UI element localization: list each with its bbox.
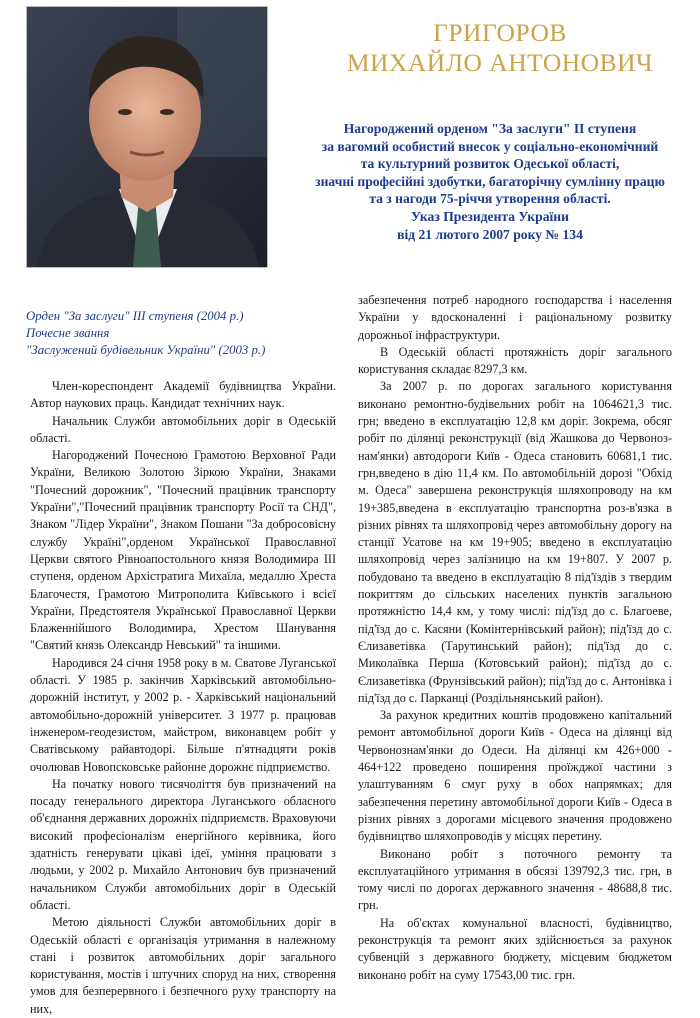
decree-line: Указ Президента України [411,208,569,224]
award-line: значні професійні здобутки, багаторічну сумлінну працю [315,173,665,189]
paragraph: Член-кореспондент Академії будівництва України. Автор наукових праць. Кандидат технічних наук. [30,379,336,411]
decree-date-line: від 21 лютого 2007 року № 134 [397,226,583,242]
paragraph: Нагороджений Почесною Грамотою Верховної Ради України, Великою Золотою Зіркою України, Знаками "Почесний дорожник", "Почесний працівник транспорту України","Почесний працівник транспорту Росії та СНД", Знаком "Лідер України", Знаком Пошани "За добросовісну службу Україні",орденом Української Православної Церкви святого Рівноапостольного князя Володимира III ступеня, орденом Архістратига Михаїла, медаллю Хреста Благочестя, Грамотою Митрополита Київського і всієї України, Предстоятеля Української Православної Церкви Блаженнійшого Володимира, Хрестом Шанування "Святий князь Олександр Невський" та іншими. [30,448,336,653]
paragraph: Метою діяльності Служби автомобільних доріг в Одеській області є організація утримання в належному стані і розвиток автомобільних доріг загального користування, мостів і штучних споруд на них, створення умов для безперервного і безпечного руху транспорту на них, [30,915,336,1016]
paragraph: За рахунок кредитних коштів продовжено капітальний ремонт автомобільної дороги Київ - Одеса на ділянці від Червонознам'янки до Одеси. На ділянці км 426+000 - 464+122 проведено поширення проїжджої частини з улаштуванням 6 смуг руху в обох напрямках; для забезпечення перетину автомобільної дороги Київ - Одеса в різних рівнях з дорогами місцевого значення продовжено будівництво шляхопроводів у місцях перетину. [358,708,672,844]
honors-list [26,308,326,359]
award-statement [280,120,700,243]
honor-line: Орден "За заслуги" III ступеня (2004 р.) [26,309,244,323]
paragraph: забезпечення потреб народного господарства і населення України у вдосконаленні і раціональному розвитку дорожньої інфраструктури. [358,293,672,342]
award-line: та культурний розвиток Одеської області, [360,156,620,172]
left-column [30,378,336,1018]
paragraph: Начальник Служби автомобільних доріг в Одеській області. [30,413,336,445]
honor-line: Почесне звання [26,326,110,340]
paragraph: На об'єктах комунальної власності, будівництво, реконструкція та ремонт яких здійснюється за рахунок субвенцій з державного бюджету, місцевим бюджетом виконано робіт на суму 17543,00 тис. грн. [358,915,672,982]
person-name [300,18,700,78]
honor-line: "Заслужений будівельник України" (2003 р.) [26,343,266,357]
paragraph: На початку нового тисячоліття був призначений на посаду генерального директора Луганського обласного об'єднання державних дорожніх підприємств. Враховуючи високий професіоналізм енергійного керівника, його здатність генерувати цікаві ідеї, уміння працювати з людьми, у 2002 р. Михайло Антонович був призначений начальником Служби автомобільних доріг в Одеській області. [30,776,336,912]
portrait-illustration [27,7,267,267]
portrait-photo [26,6,268,268]
award-line: за вагомий особистий внесок у соціально-економічний [321,138,659,154]
paragraph: Виконано робіт з поточного ремонту та експлуатаційного утримання в обсязі 139792,3 тис. грн, в тому числі по дорогах державного значення - 48688,8 тис. грн. [358,846,672,913]
paragraph: За 2007 р. по дорогах загального користування виконано ремонтно-будівельних робіт на 1064621,3 тис. грн; введено в експлуатацію 12,8 км доріг. Зокрема, обсяг робіт по ділянці реконструкції (від Жашкова до Червонознам'янки) автодороги Київ - Одеса становить 60681,1 тис. грн,введено в дію 11,4 км. По автомобільній дорозі "Обхід м. Одеса" завершена реконструкція шляхопроводу на км 19+385,введена в експлуатацію транспортна роз-в'язка в різних рівнях та шляхопровід через автомобільну дорогу на станції Усатове на км 19+905; введено в експлуатацію шляхопровід через залізницю на км 19+807. У 2007 р. побудовано та введено в експлуатацію 8 під'їздів з твердим покриттям до сільських населених пунктів загальною протяжністю 14,4 км, у тому числі: під'їзд до с. Благоеве, під'їзд до с. Касяни (Комінтернівський район); під'їзд до с. Єлизаветівка (Тарутинський район); під'їзд до с. Миколаївка Перша (Котовський район); під'їзд до с. Єлизаветівка (Фрунзівський район); під'їзд до с. Антонівка і під'їзд до с. Парканці (Роздільнянський район). [358,379,672,705]
given-names: МИХАЙЛО АНТОНОВИЧ [346,48,654,77]
paragraph: Народився 24 січня 1958 року в м. Сватове Луганської області. У 1985 р. закінчив Харківський автомобільно-дорожній інститут, у 2002 р. - Харківський національний автомобільно-дорожній університет. З 1977 р. працював інженером-геодезистом, майстром, виконавцем робіт у Сватівському райавтодорі. Більше п'ятнадцяти років очолював Новопсковське районне дорожнє підприємство. [30,655,336,774]
paragraph: В Одеській області протяжність доріг загального користування складає 8297,3 км. [358,344,672,377]
surname: ГРИГОРОВ [433,18,567,47]
award-line: та з нагоди 75-річчя утворення області. [369,191,611,207]
right-column [358,292,672,984]
award-line: Нагороджений орденом "За заслуги" II ступеня [343,121,637,136]
